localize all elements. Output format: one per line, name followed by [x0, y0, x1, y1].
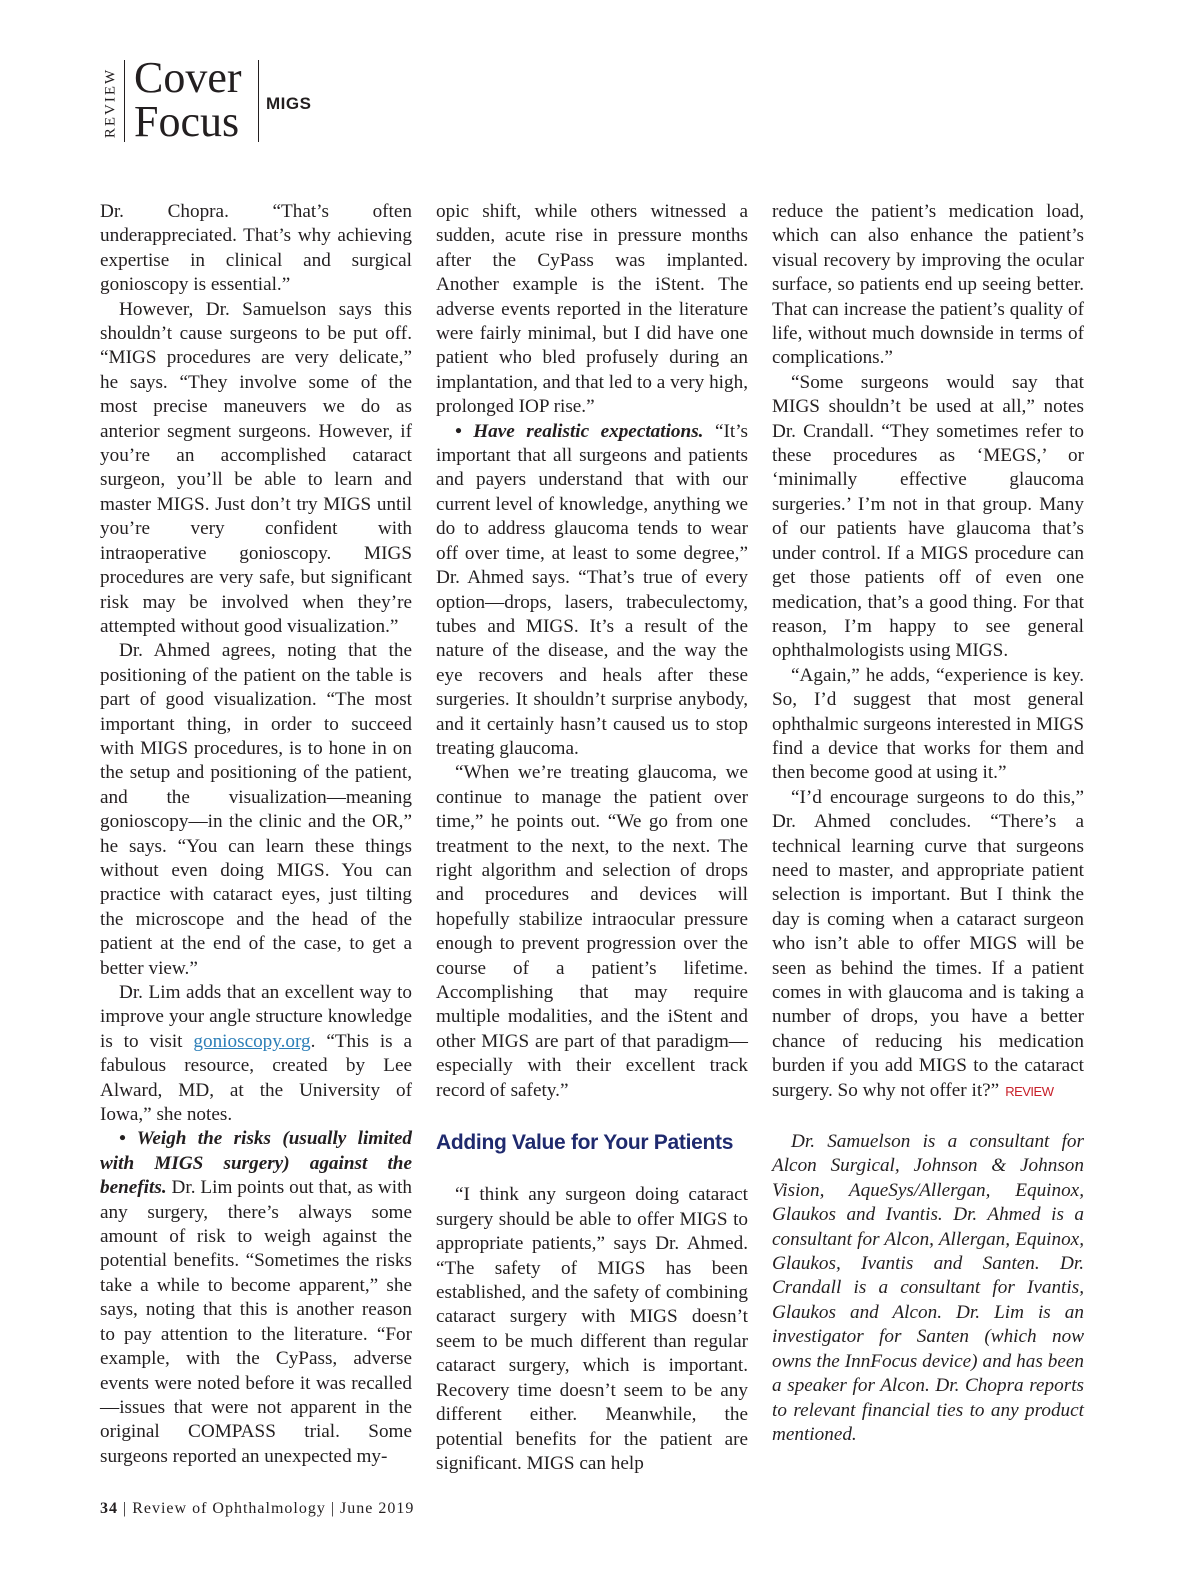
- paragraph-text: . “This is a fabulous resource, created by Lee Alward, MD, at the University of Iowa,” she notes.: [100, 1030, 412, 1126]
- header-divider-right: [258, 60, 259, 142]
- end-mark-logo: REVIEW: [1005, 1083, 1054, 1099]
- paragraph: [436, 420, 748, 762]
- article-column-2: [436, 200, 748, 1476]
- section-title-line1: Cover: [134, 53, 242, 102]
- paragraph: [100, 981, 412, 1127]
- footer-separator: |: [123, 1500, 128, 1517]
- section-label-text: REVIEW: [102, 67, 119, 139]
- gonioscopy-link[interactable]: gonioscopy.org: [193, 1030, 311, 1052]
- paragraph: [100, 1127, 412, 1469]
- section-title: [134, 53, 242, 146]
- paragraph: reduce the patient’s medication load, which can also enhance the patient’s visual recovery by improving the ocular surface, so patients end up seeing better. That can increase the patient’s quality of life, without much downside in terms of complications.”: [772, 201, 1084, 369]
- tip-heading: • Have realistic expectations.: [455, 420, 704, 442]
- section-subhead: Adding Value for Your Patients: [436, 1131, 734, 1155]
- paragraph: “I think any surgeon doing cataract surgery should be able to offer MIGS to appropriate patients,” says Dr. Ahmed. “The safety of MIGS has been established, and the safety of combining cataract surgery with MIGS doesn’t seem to be much different than regular cataract surgery, which is important. Recovery time doesn’t seem to be any different either. Meanwhile, the potential benefits for the patient are significant. MIGS can help: [436, 1184, 748, 1474]
- article-column-1: [100, 200, 412, 1469]
- paragraph: “Again,” he adds, “experience is key. So, I’d suggest that most general ophthalmic surgeons interested in MIGS find a device that works for them and then become good at using it.”: [772, 664, 1084, 784]
- paragraph: “Some surgeons would say that MIGS shouldn’t be used at all,” notes Dr. Crandall. “They sometimes refer to these procedures as ‘MEGS,’ or ‘minimally effective glaucoma surgeries.’ I’m not in that group. Many of our patients have glaucoma that’s under control. If a MIGS procedure can get those patients off of even one medication, that’s a good thing. For that reason, I’m happy to see general ophthalmologists using MIGS.: [772, 371, 1084, 662]
- header-divider-left: [124, 60, 125, 142]
- article-column-3: [772, 200, 1084, 1447]
- publication-name: Review of Ophthalmology: [132, 1500, 326, 1517]
- paragraph: However, Dr. Samuelson says this shouldn’t cause surgeons to be put off. “MIGS procedures are very delicate,” he says. “They involve some of the most precise maneuvers we do as anterior segment surgeons. However, if you’re an accomplished cataract surgeon, you’ll be able to learn and master MIGS. Just don’t try MIGS until you’re very confident with intraoperative gonioscopy. MIGS procedures are very safe, but significant risk may be involved when they’re attempted without good visualization.”: [100, 298, 412, 637]
- paragraph-text: Dr. Lim adds that an excellent way to improve your angle structure knowledge is to visit: [100, 982, 412, 1052]
- section-title-line2: Focus: [134, 97, 240, 146]
- footer-separator: |: [330, 1500, 336, 1517]
- paragraph: opic shift, while others witnessed a sudden, acute rise in pressure months after the CyPass was implanted. Another example is the iStent. The adverse events reported in the literature were fairly minimal, but I did have one patient who bled profusely during an implantation, and that led to a very high, prolonged IOP rise.”: [436, 201, 748, 418]
- tip-heading: • Weigh the risks (usually limited with MIGS surgery) against the benefits.: [100, 1128, 412, 1199]
- section-label: [96, 62, 126, 144]
- paragraph: Dr. Chopra. “That’s often underappreciated. That’s why achieving expertise in clinical and surgical gonioscopy is essential.”: [100, 201, 412, 296]
- paragraph: “When we’re treating glaucoma, we continue to manage the patient over time,” he points out. “We go from one treatment to the next, to the next. The right algorithm and selection of drops and procedures and devices will hopefully stabilize intraocular pressure enough to prevent progression over the course of a patient’s lifetime. Accomplishing that may require multiple modalities, and the iStent and other MIGS are part of that paradigm—especially with their excellent track record of safety.”: [436, 762, 748, 1101]
- page-number: 34: [100, 1500, 118, 1517]
- paragraph: [772, 786, 1084, 1104]
- paragraph-text: “I’d encourage surgeons to do this,” Dr. Ahmed concludes. “There’s a technical learning curve that surgeons need to master, and appropriate patient selection is important. But I think the day is coming when a cataract surgeon who isn’t able to offer MIGS will be seen as behind the times. If a patient comes in with glaucoma and is taking a number of drops, you have a better chance of reducing his medication burden if you add MIGS to the cataract surgery. So why not offer it?”: [772, 786, 1084, 1101]
- paragraph: Dr. Ahmed agrees, noting that the positioning of the patient on the table is part of good visualization. “The most important thing, in order to succeed with MIGS procedures, is to hone in on the setup and positioning of the patient, and the visualization—meaning gonioscopy—in the clinic and the OR,” he says. “You can learn these things without even doing MIGS. You can practice with cataract eyes, just tilting the microscope and the head of the patient at the end of the case, to get a better view.”: [100, 640, 412, 979]
- issue-date: June 2019: [340, 1500, 415, 1517]
- paragraph-text: Dr. Lim points out that, as with any surgery, there’s always some amount of risk to weigh against the potential benefits. “Sometimes the risks take a while to become apparent,” she says, noting that this is another reason to pay attention to the literature. “For example, with the CyPass, adverse events were noted before it was recalled—issues that were not apparent in the original COMPASS trial. Some surgeons reported an unexpected my-: [100, 1177, 412, 1467]
- topic-label: MIGS: [266, 94, 312, 113]
- page-footer: [100, 1500, 414, 1518]
- paragraph-text: “It’s important that all surgeons and patients and payers understand that with our current level of knowledge, anything we do to address glaucoma tends to wear off over time, at least to some degree,” Dr. Ahmed says. “That’s true of every option—drops, lasers, trabeculectomy, tubes and MIGS. It’s a result of the nature of the disease, and the way the eye recovers and heals after these surgeries. It shouldn’t surprise anybody, and it certainly hasn’t caused us to stop treating glaucoma.: [436, 420, 748, 759]
- disclosure-note: Dr. Samuelson is a consultant for Alcon Surgical, Johnson & Johnson Vision, AqueSys/Allergan, Equinox, Glaukos and Ivantis. Dr. Ahmed is a consultant for Alcon, Allergan, Equinox, Glaukos, Ivantis and Santen. Dr. Crandall is a consultant for Ivantis, Glaukos and Alcon. Dr. Lim is an investigator for Santen (which now owns the InnFocus device) and has been a speaker for Alcon. Dr. Chopra reports to relevant financial ties to any product mentioned.: [772, 1131, 1084, 1445]
